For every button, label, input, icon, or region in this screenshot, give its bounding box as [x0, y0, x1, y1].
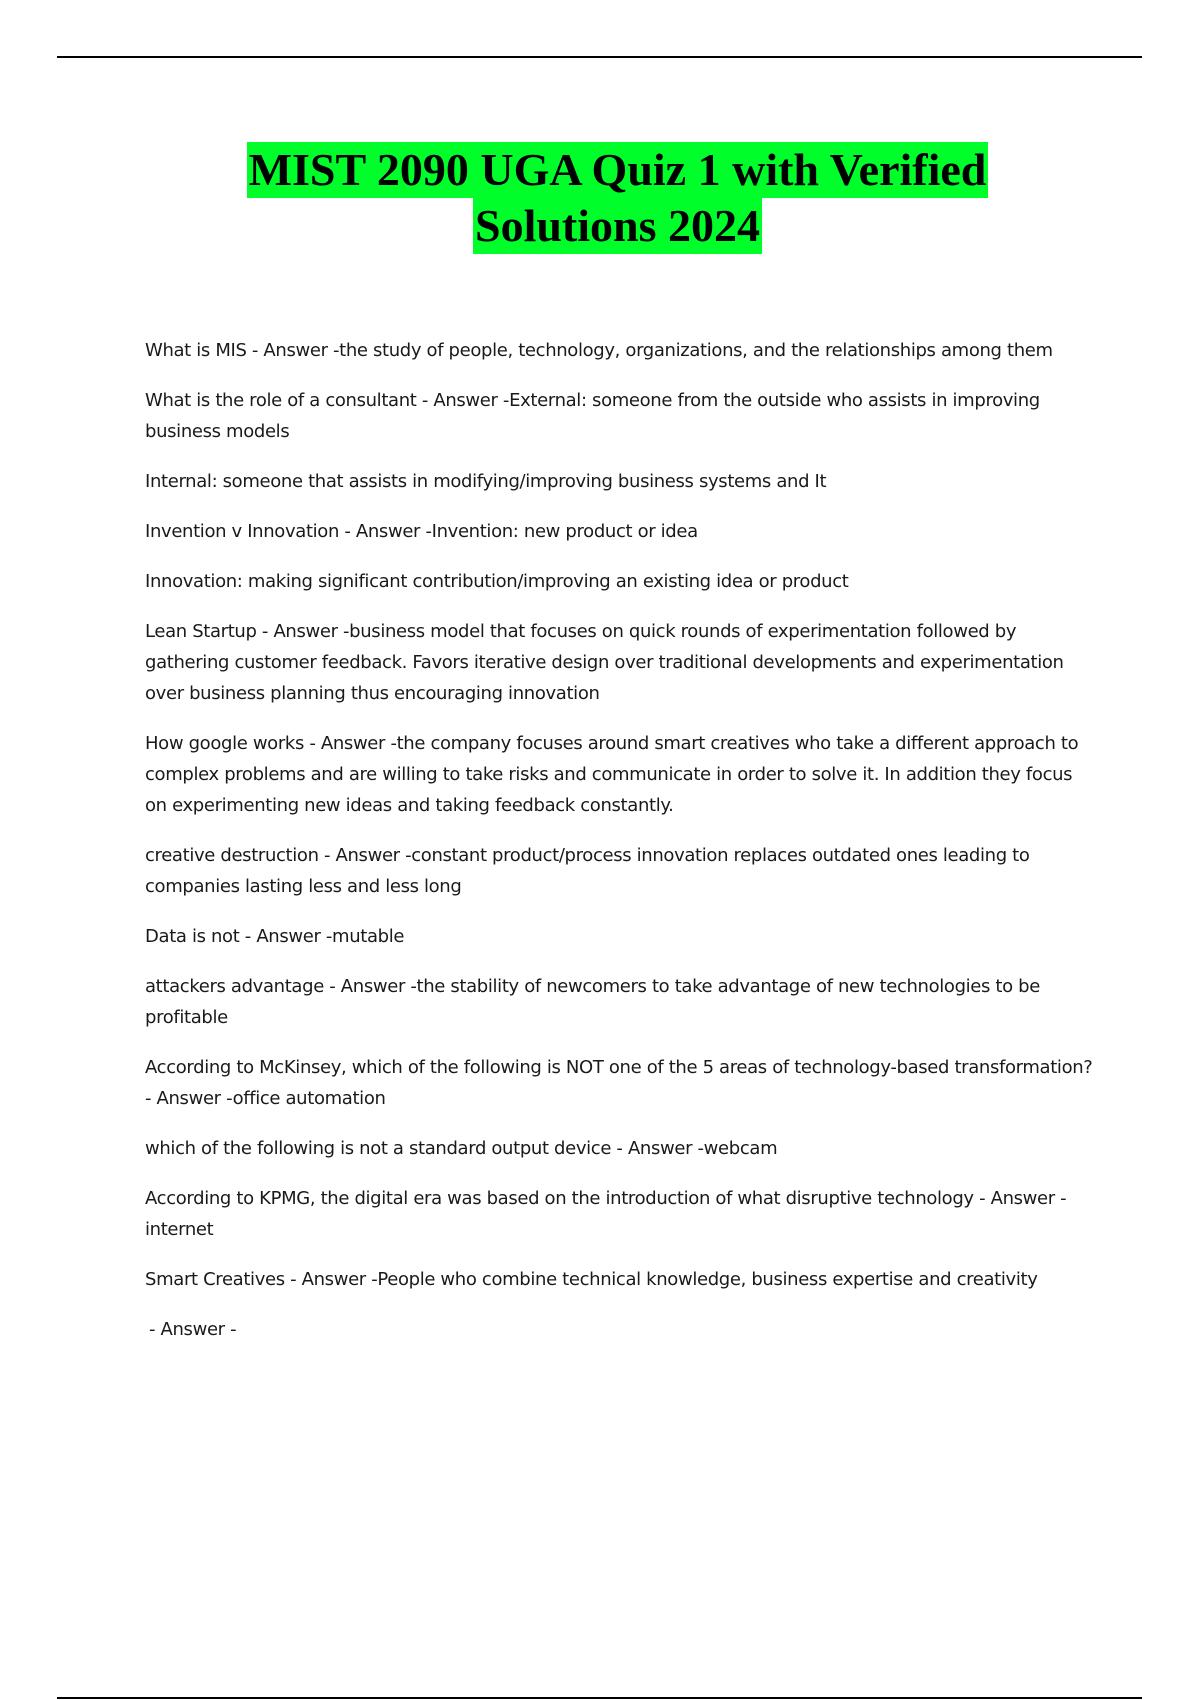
qa-paragraph-attackers-advantage: attackers advantage - Answer -the stability of newcomers to take advantage of new technologies to be profitable [145, 976, 1040, 1028]
qa-paragraph-consultant: What is the role of a consultant - Answer -External: someone from the outside who assists in improving business models [145, 390, 1040, 442]
qa-paragraph-creative-destruction: creative destruction - Answer -constant product/process innovation replaces outdated ones leading to companies lasting less and less long [145, 845, 1030, 897]
document-body [145, 335, 1095, 1364]
qa-paragraph-invention: Invention v Innovation - Answer -Invention: new product or idea [145, 521, 698, 542]
qa-paragraph-google: How google works - Answer -the company focuses around smart creatives who take a different approach to complex problems and are willing to take risks and communicate in order to solve it. In addition they focus on experimenting new ideas and taking feedback constantly. [145, 733, 1079, 816]
bottom-rule [57, 1697, 1142, 1699]
qa-paragraph-data: Data is not - Answer -mutable [145, 926, 405, 947]
qa-paragraph-smart-creatives: Smart Creatives - Answer -People who combine technical knowledge, business expertise and creativity [145, 1269, 1038, 1290]
document-title [0, 142, 1200, 254]
qa-paragraph-mis: What is MIS - Answer -the study of people, technology, organizations, and the relationships among them [145, 340, 1053, 361]
qa-paragraph-innovation: Innovation: making significant contribution/improving an existing idea or product [145, 571, 849, 592]
qa-paragraph-empty-answer: - Answer - [149, 1319, 237, 1340]
qa-paragraph-output-device: which of the following is not a standard output device - Answer -webcam [145, 1138, 778, 1159]
qa-paragraph-internal: Internal: someone that assists in modifying/improving business systems and It [145, 471, 827, 492]
qa-paragraph-kpmg: According to KPMG, the digital era was based on the introduction of what disruptive technology - Answer -internet [145, 1188, 1067, 1240]
top-rule [57, 56, 1142, 58]
title-line-1: MIST 2090 UGA Quiz 1 with Verified [247, 142, 989, 198]
qa-paragraph-mckinsey: According to McKinsey, which of the following is NOT one of the 5 areas of technology-based transformation? - Answer -office automation [145, 1057, 1093, 1109]
qa-paragraph-lean-startup: Lean Startup - Answer -business model that focuses on quick rounds of experimentation followed by gathering customer feedback. Favors iterative design over traditional developments and experimentation over business planning thus encouraging innovation [145, 621, 1064, 704]
title-line-2: Solutions 2024 [473, 198, 762, 254]
